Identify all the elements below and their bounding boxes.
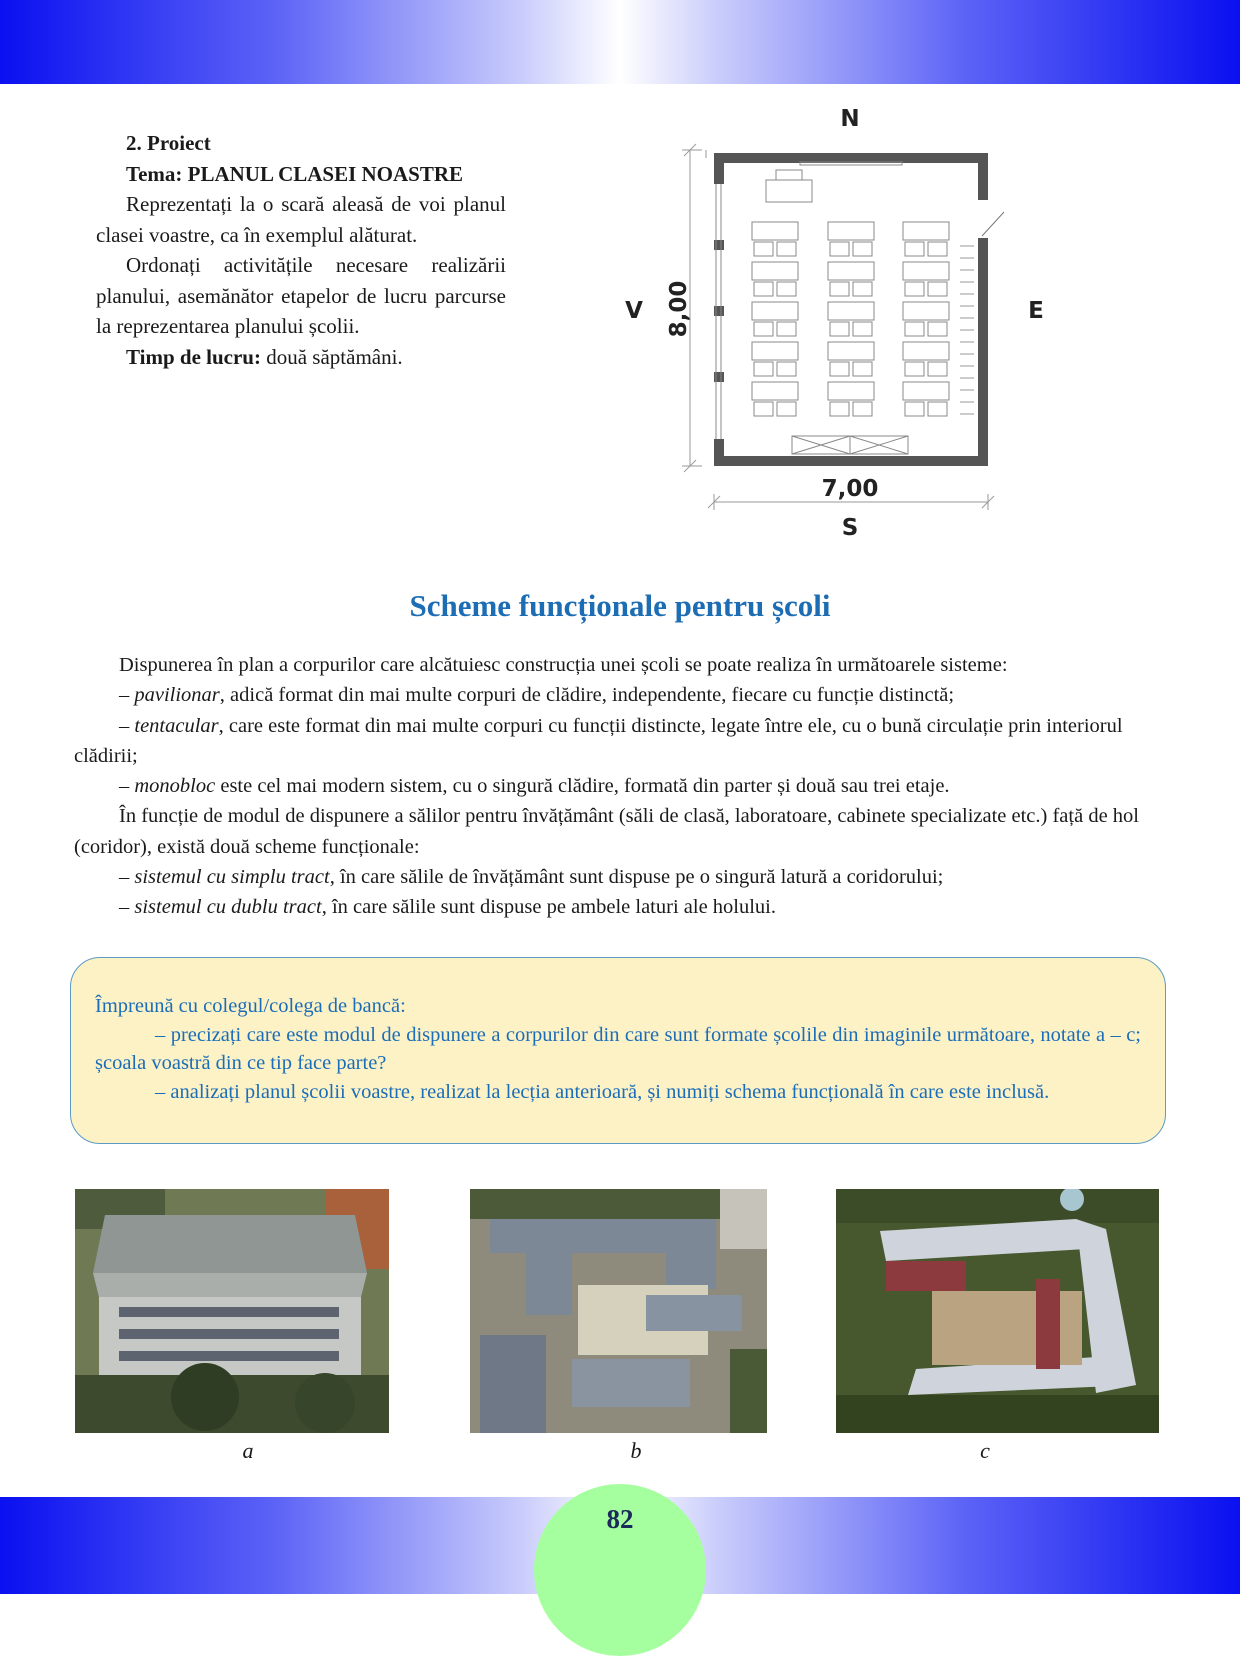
compass-north: N [840, 106, 860, 132]
text-simplu-tract: , în care sălile de învățământ sunt dispuse pe o singură latură a coridorului; [329, 866, 944, 889]
time-value: două săptămâni. [266, 344, 403, 369]
school-aerial-b [470, 1189, 767, 1433]
project-time [96, 342, 506, 373]
photo-a [75, 1189, 389, 1433]
east-rack [960, 246, 974, 414]
project-paragraph-1: Reprezentați la o scară aleasă de voi planul clasei voastre, ca în exemplul alăturat. [96, 192, 506, 247]
photo-c [836, 1189, 1159, 1433]
school-aerial-c [836, 1189, 1159, 1433]
caption-c: c [980, 1438, 990, 1463]
caption-a: a [242, 1438, 254, 1463]
blackboard [800, 162, 902, 165]
section-paragraph-2: În funcție de modul de dispunere a sălilor pentru învățământ (săli de clasă, laboratoare, cabinete specializate etc.) față de hol (coridor), există două scheme funcționale: [74, 805, 1139, 858]
teacher-desk [766, 170, 812, 202]
text-pavilionar: , adică format din mai multe corpuri de clădire, independente, fiecare cu funcție distinctă; [219, 684, 955, 707]
door [982, 212, 1004, 236]
task-box [70, 957, 1166, 1144]
task-item-1: – precizați care este modul de dispunere a corpurilor din care sunt formate școlile din imaginile următoare, notate a – c; școala voastră din ce tip face parte? [95, 1023, 1141, 1074]
task-intro: Împreună cu colegul/colega de bancă: [95, 995, 406, 1017]
compass-east: E [1028, 298, 1044, 324]
classroom-floor-plan [620, 98, 1060, 558]
bullet-dublu-tract: – sistemul cu dublu tract, în care sălile sunt dispuse pe ambele laturi ale holului. [119, 896, 777, 919]
bullet-pavilionar: – pavilionar, adică format din mai multe corpuri de clădire, independente, fiecare cu funcție distinctă; [119, 684, 955, 707]
bullet-monobloc: – monobloc este cel mai modern sistem, cu o singură clădire, formată din parter și două sau trei etaje. [119, 775, 950, 798]
caption-b: b [630, 1438, 642, 1463]
time-label: Timp de lucru: [126, 344, 261, 369]
section-title: Scheme funcționale pentru școli [409, 588, 831, 623]
theme-label: Tema: [126, 161, 183, 186]
term-tentacular: tentacular [134, 714, 219, 737]
page-number: 82 [606, 1504, 634, 1534]
project-paragraph-2: Ordonați activitățile necesare realizării planului, asemănător etapelor de lucru parcurse la reprezentarea planului școlii. [96, 253, 506, 338]
text-dublu-tract: , în care sălile sunt dispuse pe ambele laturi ale holului. [321, 896, 777, 919]
section-intro: Dispunerea în plan a corpurilor care alcătuiesc construcția unei școli se poate realiza în următoarele sisteme: [119, 654, 1008, 676]
term-dublu-tract: sistemul cu dublu tract [134, 896, 322, 919]
bullet-simplu-tract: – sistemul cu simplu tract, în care sălile de învățământ sunt dispuse pe o singură latură a coridorului; [119, 866, 944, 889]
project-theme [96, 159, 506, 190]
term-monobloc: monobloc [134, 775, 216, 798]
cabinet [792, 436, 908, 454]
length-dimension: 8,00 [666, 280, 692, 338]
school-aerial-a [75, 1189, 389, 1433]
term-simplu-tract: sistemul cu simplu tract [134, 866, 330, 889]
photo-b [470, 1189, 767, 1433]
theme-title: PLANUL CLASEI NOASTRE [187, 161, 464, 186]
top-header-band [0, 0, 1240, 84]
compass-south: S [841, 515, 859, 541]
task-item-2: – analizați planul școlii voastre, realizat la lecția anterioară, și numiți schema funcțională în care este inclusă. [155, 1080, 1050, 1103]
term-pavilionar: pavilionar [134, 684, 220, 707]
floor-plan-drawing [620, 98, 1060, 558]
text-tentacular: , care este format din mai multe corpuri cu funcții distincte, legate între ele, cu o bună circulație prin interiorul clădirii; [74, 714, 1123, 767]
section-body [74, 650, 1168, 923]
bullet-tentacular: – tentacular, care este format din mai multe corpuri cu funcții distincte, legate între ele, cu o bună circulație prin interiorul clădirii; [74, 714, 1123, 767]
student-desks [752, 222, 949, 416]
width-dimension: 7,00 [821, 476, 879, 502]
project-block [96, 128, 506, 372]
project-heading: 2. Proiect [126, 131, 211, 155]
compass-west: V [625, 298, 643, 324]
text-monobloc: este cel mai modern sistem, cu o singură clădire, formată din parter și două sau trei etaje. [215, 775, 950, 798]
